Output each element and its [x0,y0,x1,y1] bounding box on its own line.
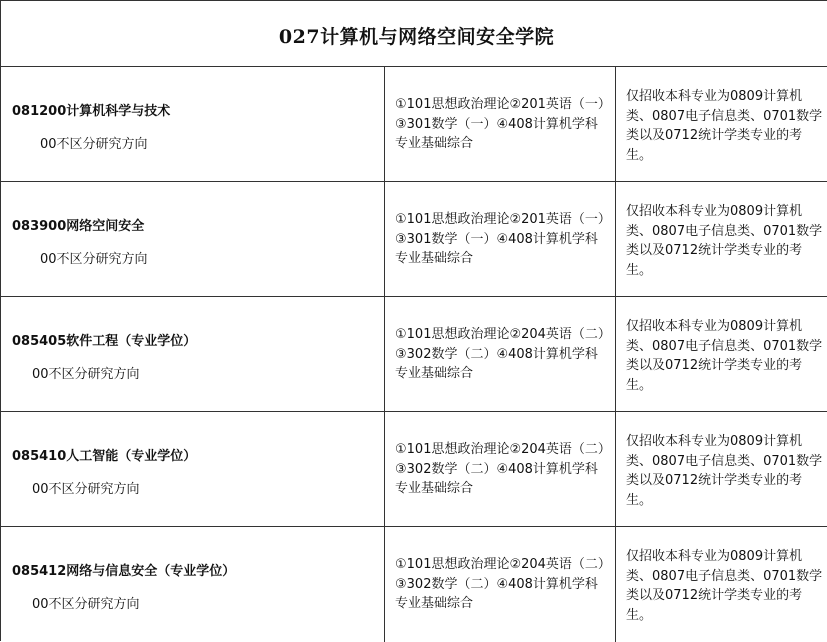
exam-cell [385,182,616,296]
research-direction: 00不区分研究方向 [32,482,140,497]
research-direction: 00不区分研究方向 [40,252,148,267]
exam-cell [385,297,616,411]
exam-subjects: ①101思想政治理论②204英语（二）③302数学（二）④408计算机学科专业基础综合 [395,557,605,611]
major-name: 085410人工智能（专业学位） [12,449,197,464]
requirement-cell [616,527,827,642]
table-row [1,297,827,412]
major-name: 083900网络空间安全 [12,219,145,234]
page-title: 027计算机与网络空间安全学院 [278,26,555,48]
research-direction: 00不区分研究方向 [40,137,148,152]
exam-subjects: ①101思想政治理论②201英语（一）③301数学（一）④408计算机学科专业基础综合 [395,97,605,151]
table-row [1,182,827,297]
admission-requirement: 仅招收本科专业为0809计算机类、0807电子信息类、0701数学类以及0712统计学类专业的考生。 [626,319,823,393]
research-direction: 00不区分研究方向 [32,367,140,382]
exam-cell [385,412,616,526]
exam-subjects: ①101思想政治理论②204英语（二）③302数学（二）④408计算机学科专业基础综合 [395,442,605,496]
exam-subjects: ①101思想政治理论②204英语（二）③302数学（二）④408计算机学科专业基础综合 [395,327,605,381]
table-row [1,412,827,527]
major-cell [1,527,385,642]
research-direction: 00不区分研究方向 [32,597,140,612]
admission-requirement: 仅招收本科专业为0809计算机类、0807电子信息类、0701数学类以及0712统计学类专业的考生。 [626,549,823,623]
requirement-cell [616,412,827,526]
major-name: 085412网络与信息安全（专业学位） [12,564,236,579]
major-cell [1,412,385,526]
table-title-row [1,1,827,67]
admission-requirement: 仅招收本科专业为0809计算机类、0807电子信息类、0701数学类以及0712统计学类专业的考生。 [626,434,823,508]
major-cell [1,67,385,181]
exam-cell [385,67,616,181]
table-row [1,67,827,182]
table-row [1,527,827,642]
major-name: 081200计算机科学与技术 [12,104,171,119]
exam-cell [385,527,616,642]
major-cell [1,182,385,296]
major-name: 085405软件工程（专业学位） [12,334,197,349]
admission-requirement: 仅招收本科专业为0809计算机类、0807电子信息类、0701数学类以及0712统计学类专业的考生。 [626,204,823,278]
exam-subjects: ①101思想政治理论②201英语（一）③301数学（一）④408计算机学科专业基础综合 [395,212,605,266]
requirement-cell [616,67,827,181]
requirement-cell [616,297,827,411]
requirement-cell [616,182,827,296]
admission-requirement: 仅招收本科专业为0809计算机类、0807电子信息类、0701数学类以及0712统计学类专业的考生。 [626,89,823,163]
major-cell [1,297,385,411]
